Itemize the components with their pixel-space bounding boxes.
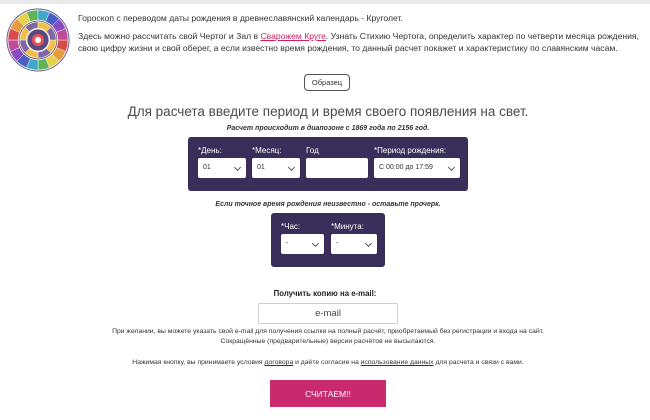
chevron-down-icon xyxy=(288,164,295,171)
intro-line-2-end: . Узнать Стихию Чертога, определить характер по четверти месяца рождения, свою цифру жизни и свой оберег, а если известно время рождения, то данный расчет покажет и характеристику по славянским часам. xyxy=(78,31,639,53)
period-select[interactable] xyxy=(374,158,460,178)
year-input[interactable] xyxy=(306,158,368,178)
kolyadar-circle-logo xyxy=(6,8,70,72)
email-info-line-1: При желании, вы можете указать свой e-mail для получения ссылки на полный расчёт, приобретаемый без регистрации и входа на сайт. xyxy=(112,328,544,335)
day-value: 01 xyxy=(203,164,211,171)
email-info-text xyxy=(60,327,596,347)
data-usage-link[interactable]: использование данных xyxy=(360,359,434,366)
email-input[interactable] xyxy=(258,303,398,324)
hour-value: - xyxy=(286,240,289,247)
day-label: *День: xyxy=(198,146,222,155)
minute-value: - xyxy=(336,240,339,247)
intro-line-1: Гороскоп с переводом даты рождения в древнеславянский календарь - Круголет. xyxy=(78,13,403,23)
top-divider xyxy=(0,0,650,4)
contract-link[interactable]: договора xyxy=(264,359,294,366)
hour-label: *Час: xyxy=(281,222,301,231)
svarog-circle-link[interactable]: Сварожем Круге xyxy=(260,31,326,41)
email-copy-label: Получить копию на e-mail: xyxy=(273,289,377,298)
month-value: 01 xyxy=(257,164,265,171)
chevron-down-icon xyxy=(312,240,319,247)
birth-time-panel xyxy=(271,213,385,267)
chevron-down-icon xyxy=(234,164,241,171)
period-label: *Период рождения: xyxy=(374,146,447,155)
chevron-down-icon xyxy=(448,164,455,171)
calculate-button[interactable]: СЧИТАЕМ!! xyxy=(270,380,386,407)
month-select[interactable] xyxy=(252,158,300,178)
agreement-middle: и даёте согласие на xyxy=(293,359,361,366)
year-label: Год xyxy=(306,146,319,155)
time-note: Если точное время рождения неизвестно - оставьте прочерк. xyxy=(215,201,441,208)
minute-select[interactable] xyxy=(331,234,377,254)
hour-select[interactable] xyxy=(281,234,324,254)
month-label: *Месяц: xyxy=(252,146,282,155)
email-info-line-2: Сокращённые (предварительные) версии расчётов не высылаются. xyxy=(220,338,436,345)
agreement-end: для расчета и связи с вами. xyxy=(433,359,524,366)
period-value: С 00:00 до 17:59 xyxy=(379,164,433,171)
minute-label: *Минута: xyxy=(331,222,364,231)
intro-line-2-start: Здесь можно рассчитать свой Чертог и Зал в xyxy=(78,31,261,41)
intro-line-2 xyxy=(78,30,644,54)
birth-date-panel xyxy=(188,137,468,191)
day-select[interactable] xyxy=(198,158,246,178)
sample-button[interactable]: Образец xyxy=(304,74,350,91)
date-range-note: Расчет происходит в диапозоне с 1869 года по 2156 год. xyxy=(226,125,430,132)
page-heading: Для расчета введите период и время своего появления на свет. xyxy=(127,104,529,119)
chevron-down-icon xyxy=(365,240,372,247)
intro-text xyxy=(78,12,644,60)
agreement-start: Нажимая кнопку, вы принимаете условия xyxy=(132,359,265,366)
agreement-text xyxy=(0,359,650,366)
